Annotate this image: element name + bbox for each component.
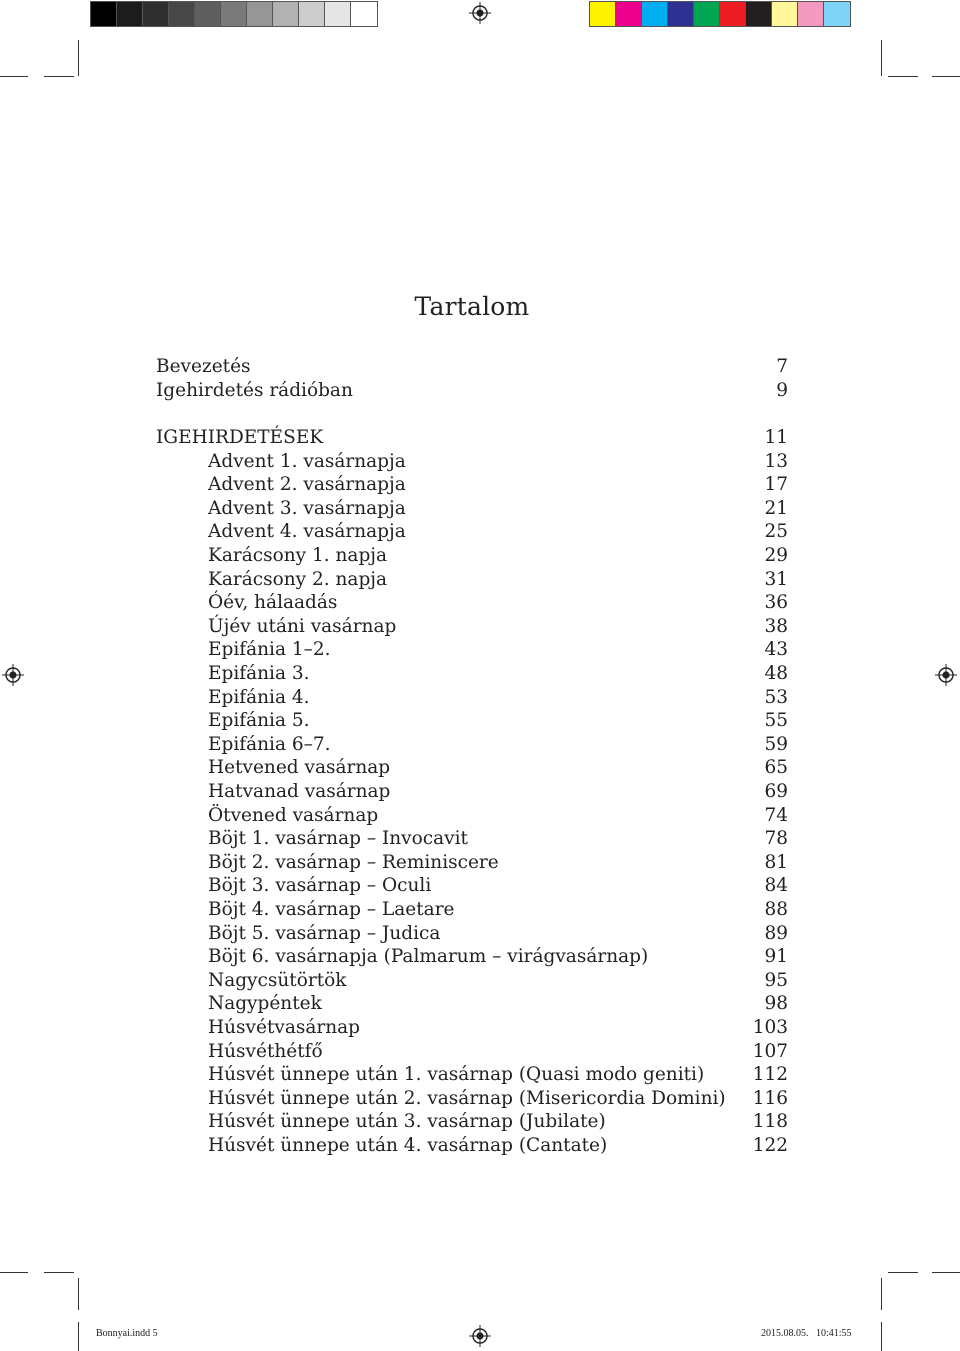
toc-entry	[156, 497, 788, 521]
toc-entry-label: Böjt 2. vasárnap – Reminiscere	[208, 851, 499, 873]
toc-entry	[156, 804, 788, 828]
toc-entry-label: Húsvét ünnepe után 1. vasárnap (Quasi modo geniti)	[208, 1064, 705, 1086]
toc-entry	[156, 355, 788, 379]
toc-entry-label: Epifánia 6–7.	[208, 733, 331, 755]
toc-entry-page: 29	[764, 545, 788, 566]
toc-entry-label: Advent 2. vasárnapja	[208, 474, 406, 496]
toc-entry-page: 98	[764, 993, 788, 1015]
toc-entry	[156, 851, 788, 875]
toc-entry-page: 48	[764, 663, 788, 684]
crop-mark	[888, 76, 918, 77]
color-swatch	[616, 2, 642, 26]
crop-mark	[78, 1278, 79, 1310]
toc-entry-page: 112	[752, 1064, 788, 1086]
toc-entry-page: 95	[764, 969, 788, 991]
color-swatch	[824, 2, 850, 26]
registration-mark-icon	[469, 2, 491, 24]
toc-entry	[156, 780, 788, 804]
toc-entry	[156, 1110, 788, 1134]
toc-entry-label: Advent 1. vasárnapja	[208, 450, 406, 472]
toc-entry-label: Böjt 1. vasárnap – Invocavit	[208, 828, 468, 850]
grayscale-color-bar	[90, 1, 378, 27]
toc-entry-page: 84	[764, 875, 788, 897]
toc-entry-page: 31	[764, 568, 788, 590]
toc-entry-label: Húsvéthétfő	[208, 1040, 323, 1062]
registration-mark-icon	[935, 664, 957, 686]
crop-mark	[932, 1272, 960, 1273]
toc-entry-label: Hatvanad vasárnap	[208, 781, 391, 802]
toc-entry	[156, 544, 788, 568]
toc-entry-label: Böjt 3. vasárnap – Oculi	[208, 875, 432, 897]
toc-entry-label: Epifánia 1–2.	[208, 639, 331, 661]
toc-entry	[156, 686, 788, 710]
color-swatch	[117, 2, 143, 26]
toc-entry	[156, 426, 788, 450]
toc-entry-label: Böjt 6. vasárnapja (Palmarum – virágvasárnap)	[208, 946, 649, 968]
toc-entry-page: 74	[764, 804, 788, 826]
color-swatch	[273, 2, 299, 26]
toc-entry-label: Hetvened vasárnap	[208, 757, 391, 779]
registration-mark-icon	[2, 664, 24, 686]
toc-entry-page: 13	[764, 450, 788, 472]
toc-entry	[156, 874, 788, 898]
toc-entry-label: Húsvét ünnepe után 3. vasárnap (Jubilate)	[208, 1111, 606, 1133]
toc-entry-label: Óév, hálaadás	[208, 592, 338, 614]
toc-entry	[156, 827, 788, 851]
toc-entry-label: Nagycsütörtök	[208, 969, 347, 991]
color-swatch	[299, 2, 325, 26]
toc-entry-label: Nagypéntek	[208, 993, 322, 1015]
toc-entry-page: 43	[764, 639, 788, 661]
toc-entry	[156, 662, 788, 686]
toc-entry	[156, 379, 788, 403]
toc-entry	[156, 520, 788, 544]
crop-mark	[78, 40, 79, 76]
crop-mark	[44, 76, 74, 77]
color-swatch	[325, 2, 351, 26]
toc-entry-label: Advent 3. vasárnapja	[208, 497, 406, 519]
toc-entry-page: 89	[764, 922, 788, 944]
toc-entry-page: 38	[764, 615, 788, 637]
crop-mark	[881, 40, 882, 76]
toc-entry-page: 88	[764, 899, 788, 920]
toc-entry-page: 59	[764, 733, 788, 755]
color-swatch	[746, 2, 772, 26]
toc-entry-label: Karácsony 1. napja	[208, 545, 388, 566]
color-swatch	[720, 2, 746, 26]
slug-timestamp: 2015.08.05. 10:41:55	[761, 1328, 852, 1339]
toc-entry-label: Epifánia 3.	[208, 663, 310, 684]
color-swatch	[91, 2, 117, 26]
crop-mark	[44, 1272, 74, 1273]
toc-entry-label: Újév utáni vasárnap	[208, 615, 397, 637]
toc-entry-page: 55	[764, 710, 788, 732]
toc-entry	[156, 1040, 788, 1064]
toc-entry-page: 36	[764, 592, 788, 614]
toc-entry	[156, 1134, 788, 1158]
toc-entry-label: Húsvét ünnepe után 4. vasárnap (Cantate)	[208, 1135, 608, 1156]
toc-entry	[156, 922, 788, 946]
toc-entry	[156, 733, 788, 757]
toc-entry	[156, 450, 788, 474]
color-swatch	[668, 2, 694, 26]
color-swatch	[247, 2, 273, 26]
process-color-bar	[589, 1, 851, 27]
slug-filename: Bonnyai.indd 5	[96, 1328, 158, 1339]
toc-entry-page: 21	[764, 497, 788, 519]
toc-entry	[156, 638, 788, 662]
crop-mark	[0, 76, 28, 77]
toc-entry-label: Epifánia 4.	[208, 686, 310, 708]
toc-entry	[156, 568, 788, 592]
color-swatch	[143, 2, 169, 26]
toc-entry-page: 103	[752, 1017, 788, 1038]
toc-entry-label: Ötvened vasárnap	[208, 804, 379, 826]
toc-entry-page: 122	[752, 1135, 788, 1156]
crop-mark	[888, 1272, 918, 1273]
toc-entry	[156, 615, 788, 639]
toc-entry-page: 69	[764, 781, 788, 802]
registration-mark-icon	[469, 1325, 491, 1347]
color-swatch	[351, 2, 377, 26]
color-swatch	[195, 2, 221, 26]
color-swatch	[169, 2, 195, 26]
toc-entry-label: Igehirdetés rádióban	[156, 379, 353, 401]
color-swatch	[642, 2, 668, 26]
slug-line	[78, 1322, 79, 1351]
toc-entry-label: Bevezetés	[156, 356, 251, 377]
toc-entry-label: Böjt 4. vasárnap – Laetare	[208, 899, 455, 920]
toc-entry-page: 118	[752, 1111, 788, 1133]
toc-entry-label: IGEHIRDETÉSEK	[156, 427, 324, 448]
toc-entry-page: 11	[764, 427, 788, 448]
toc-entry-page: 107	[752, 1040, 788, 1062]
crop-mark	[0, 1272, 28, 1273]
toc-entry	[156, 898, 788, 922]
toc-entry	[156, 992, 788, 1016]
toc-entry-label: Advent 4. vasárnapja	[208, 521, 406, 543]
toc-entry-page: 78	[764, 828, 788, 850]
color-swatch	[590, 2, 616, 26]
crop-mark	[881, 1278, 882, 1310]
slug-line	[881, 1322, 882, 1351]
toc-entry-page: 53	[764, 686, 788, 708]
toc-entry-page: 81	[764, 851, 788, 873]
toc-entry	[156, 591, 788, 615]
toc-entry-label: Epifánia 5.	[208, 710, 310, 732]
toc-entry	[156, 945, 788, 969]
toc-entry-label: Húsvét ünnepe után 2. vasárnap (Misericordia Domini)	[208, 1087, 726, 1109]
color-swatch	[221, 2, 247, 26]
toc-entry-label: Böjt 5. vasárnap – Judica	[208, 922, 441, 944]
toc-entry-page: 7	[776, 356, 788, 377]
toc-entry-page: 65	[764, 757, 788, 779]
toc-entry	[156, 969, 788, 993]
toc-entry-label: Karácsony 2. napja	[208, 568, 388, 590]
toc-entry-page: 9	[776, 379, 788, 401]
crop-mark	[932, 76, 960, 77]
toc-entry	[156, 1063, 788, 1087]
page-title: Tartalom	[414, 292, 530, 321]
toc-entry-page: 17	[764, 474, 788, 496]
toc-entry	[156, 473, 788, 497]
toc-entry-label: Húsvétvasárnap	[208, 1017, 361, 1038]
toc-entry	[156, 1016, 788, 1040]
toc-entry-page: 116	[752, 1087, 788, 1109]
color-swatch	[798, 2, 824, 26]
color-swatch	[694, 2, 720, 26]
toc-entry	[156, 756, 788, 780]
color-swatch	[772, 2, 798, 26]
toc-entry-page: 25	[764, 521, 788, 543]
toc-entry-page: 91	[764, 946, 788, 968]
toc-entry	[156, 709, 788, 733]
toc-entry	[156, 1087, 788, 1111]
